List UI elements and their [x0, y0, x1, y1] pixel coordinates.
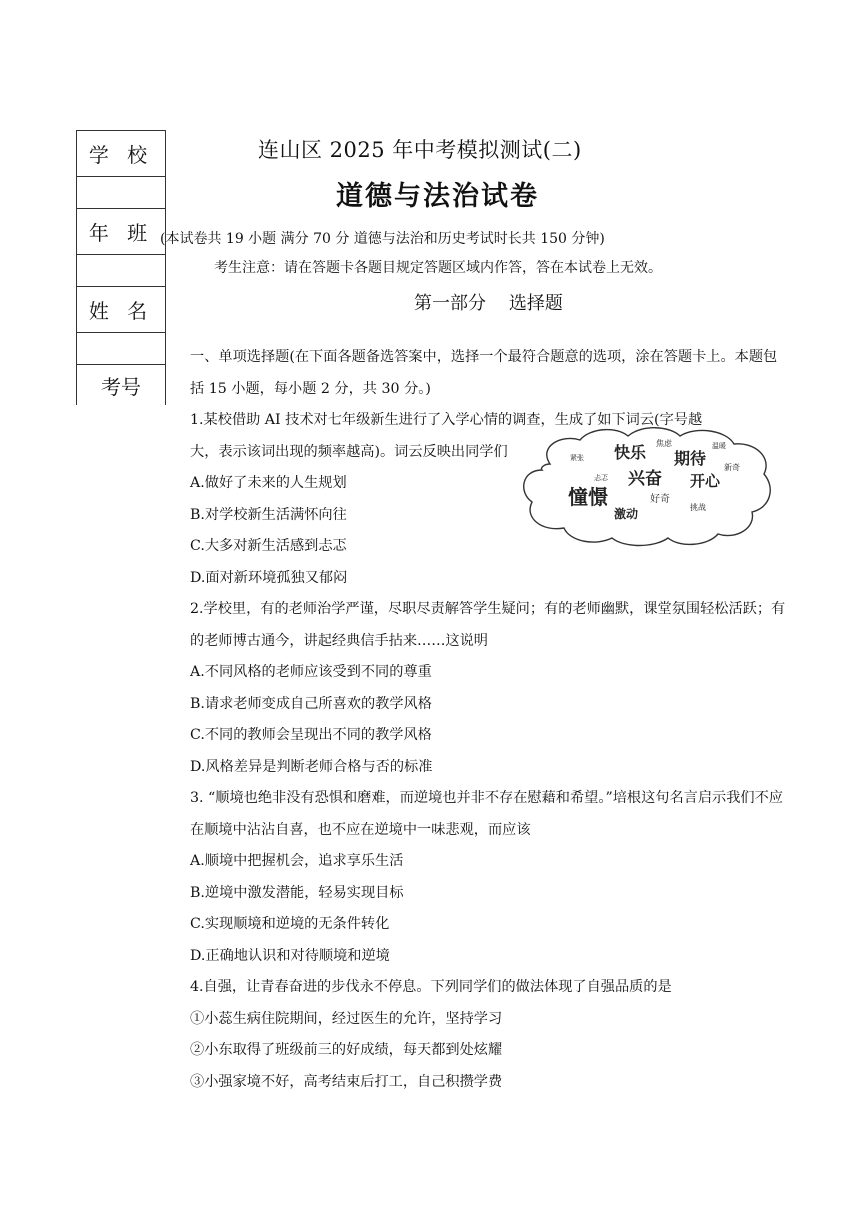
question-2-option-a: A.不同风格的老师应该受到不同的尊重 — [190, 664, 432, 680]
question-1-option-c: C.大多对新生活感到忐忑 — [190, 538, 347, 554]
word-cloud-word: 憧憬 — [568, 485, 608, 509]
name-field[interactable] — [77, 333, 165, 365]
question-4-item-3: ③小强家境不好，高考结束后打工，自己积攒学费 — [190, 1073, 503, 1090]
word-cloud-image — [520, 424, 774, 548]
exam-info: (本试卷共 19 小题 满分 70 分 道德与法治和历史考试时长共 150 分钟) — [160, 231, 605, 247]
question-1-stem-line1: 1.某校借助 AI 技术对七年级新生进行了入学心情的调查，生成了如下词云(字号越 — [190, 412, 703, 428]
class-label: 年 班 — [77, 209, 165, 255]
question-3-stem: 3. “顺境也绝非没有恐惧和磨难，而逆境也并非不存在慰藉和希望。”培根这句名言启示我们不应在顺境中沾沾自喜，也不应在逆境中一味悲观，而应该 — [190, 790, 783, 838]
part-title: 第一部分 选择题 — [414, 293, 563, 314]
section-instruction: 一、单项选择题(在下面各题备选答案中，选择一个最符合题意的选项，涂在答题卡上。本题包括 15 小题，每小题 2 分，共 30 分。) — [190, 349, 778, 397]
class-field[interactable] — [77, 255, 165, 287]
word-cloud-word: 激动 — [614, 507, 639, 521]
question-2-option-d: D.风格差异是判断老师合格与否的标准 — [190, 758, 433, 775]
word-cloud-word: 开心 — [690, 472, 721, 490]
question-4-item-1: ①小蕊生病住院期间，经过医生的允许，坚持学习 — [190, 1010, 503, 1027]
school-field[interactable] — [77, 177, 165, 209]
question-4-item-2: ②小东取得了班级前三的好成绩，每天都到处炫耀 — [190, 1042, 503, 1058]
word-cloud-word: 紧张 — [570, 454, 584, 462]
question-4-stem: 4.自强，让青春奋进的步伐永不停息。下列同学们的做法体现了自强品质的是 — [190, 979, 672, 995]
question-3-option-b: B.逆境中激发潜能，轻易实现目标 — [190, 884, 404, 901]
word-cloud-word: 新奇 — [724, 463, 740, 472]
word-cloud-word: 温暖 — [712, 442, 726, 450]
question-3-option-c: C.实现顺境和逆境的无条件转化 — [190, 916, 390, 932]
question-3-option-d: D.正确地认识和对待顺境和逆境 — [190, 947, 390, 964]
question-1-option-d: D.面对新环境孤独又郁闷 — [190, 569, 348, 586]
word-cloud-word: 期待 — [674, 449, 707, 468]
word-cloud-word: 挑战 — [690, 503, 706, 512]
word-cloud-word: 快乐 — [614, 443, 647, 462]
question-1-option-b: B.对学校新生活满怀向往 — [190, 506, 347, 523]
word-cloud-word: 忐忑 — [594, 474, 608, 482]
word-cloud-word: 好奇 — [650, 494, 670, 505]
exam-no-label: 考号 — [101, 374, 141, 399]
exam-title: 连山区 2025 年中考模拟测试(二) — [258, 138, 582, 162]
name-label: 姓 名 — [77, 287, 165, 333]
word-cloud-word: 兴奋 — [628, 469, 662, 489]
question-3-option-a: A.顺境中把握机会，追求享乐生活 — [190, 853, 404, 869]
question-2-stem: 2.学校里，有的老师治学严谨，尽职尽责解答学生疑问；有的老师幽默，课堂氛围轻松活跃；有的老师博古通今，讲起经典信手拈来……这说明 — [190, 601, 786, 649]
question-2-option-c: C.不同的教师会呈现出不同的教学风格 — [190, 727, 432, 743]
school-label: 学 校 — [77, 131, 165, 177]
student-info-box — [76, 130, 166, 405]
question-2-option-b: B.请求老师变成自己所喜欢的教学风格 — [190, 695, 432, 712]
question-1-stem-line2: 大，表示该词出现的频率越高)。词云反映出同学们 — [190, 443, 508, 460]
exam-notice: 考生注意：请在答题卡各题目规定答题区域内作答，答在本试卷上无效。 — [214, 260, 662, 276]
paper-title: 道德与法治试卷 — [336, 181, 539, 212]
question-1-option-a: A.做好了未来的人生规划 — [190, 475, 347, 491]
word-cloud-word: 焦虑 — [656, 439, 672, 448]
